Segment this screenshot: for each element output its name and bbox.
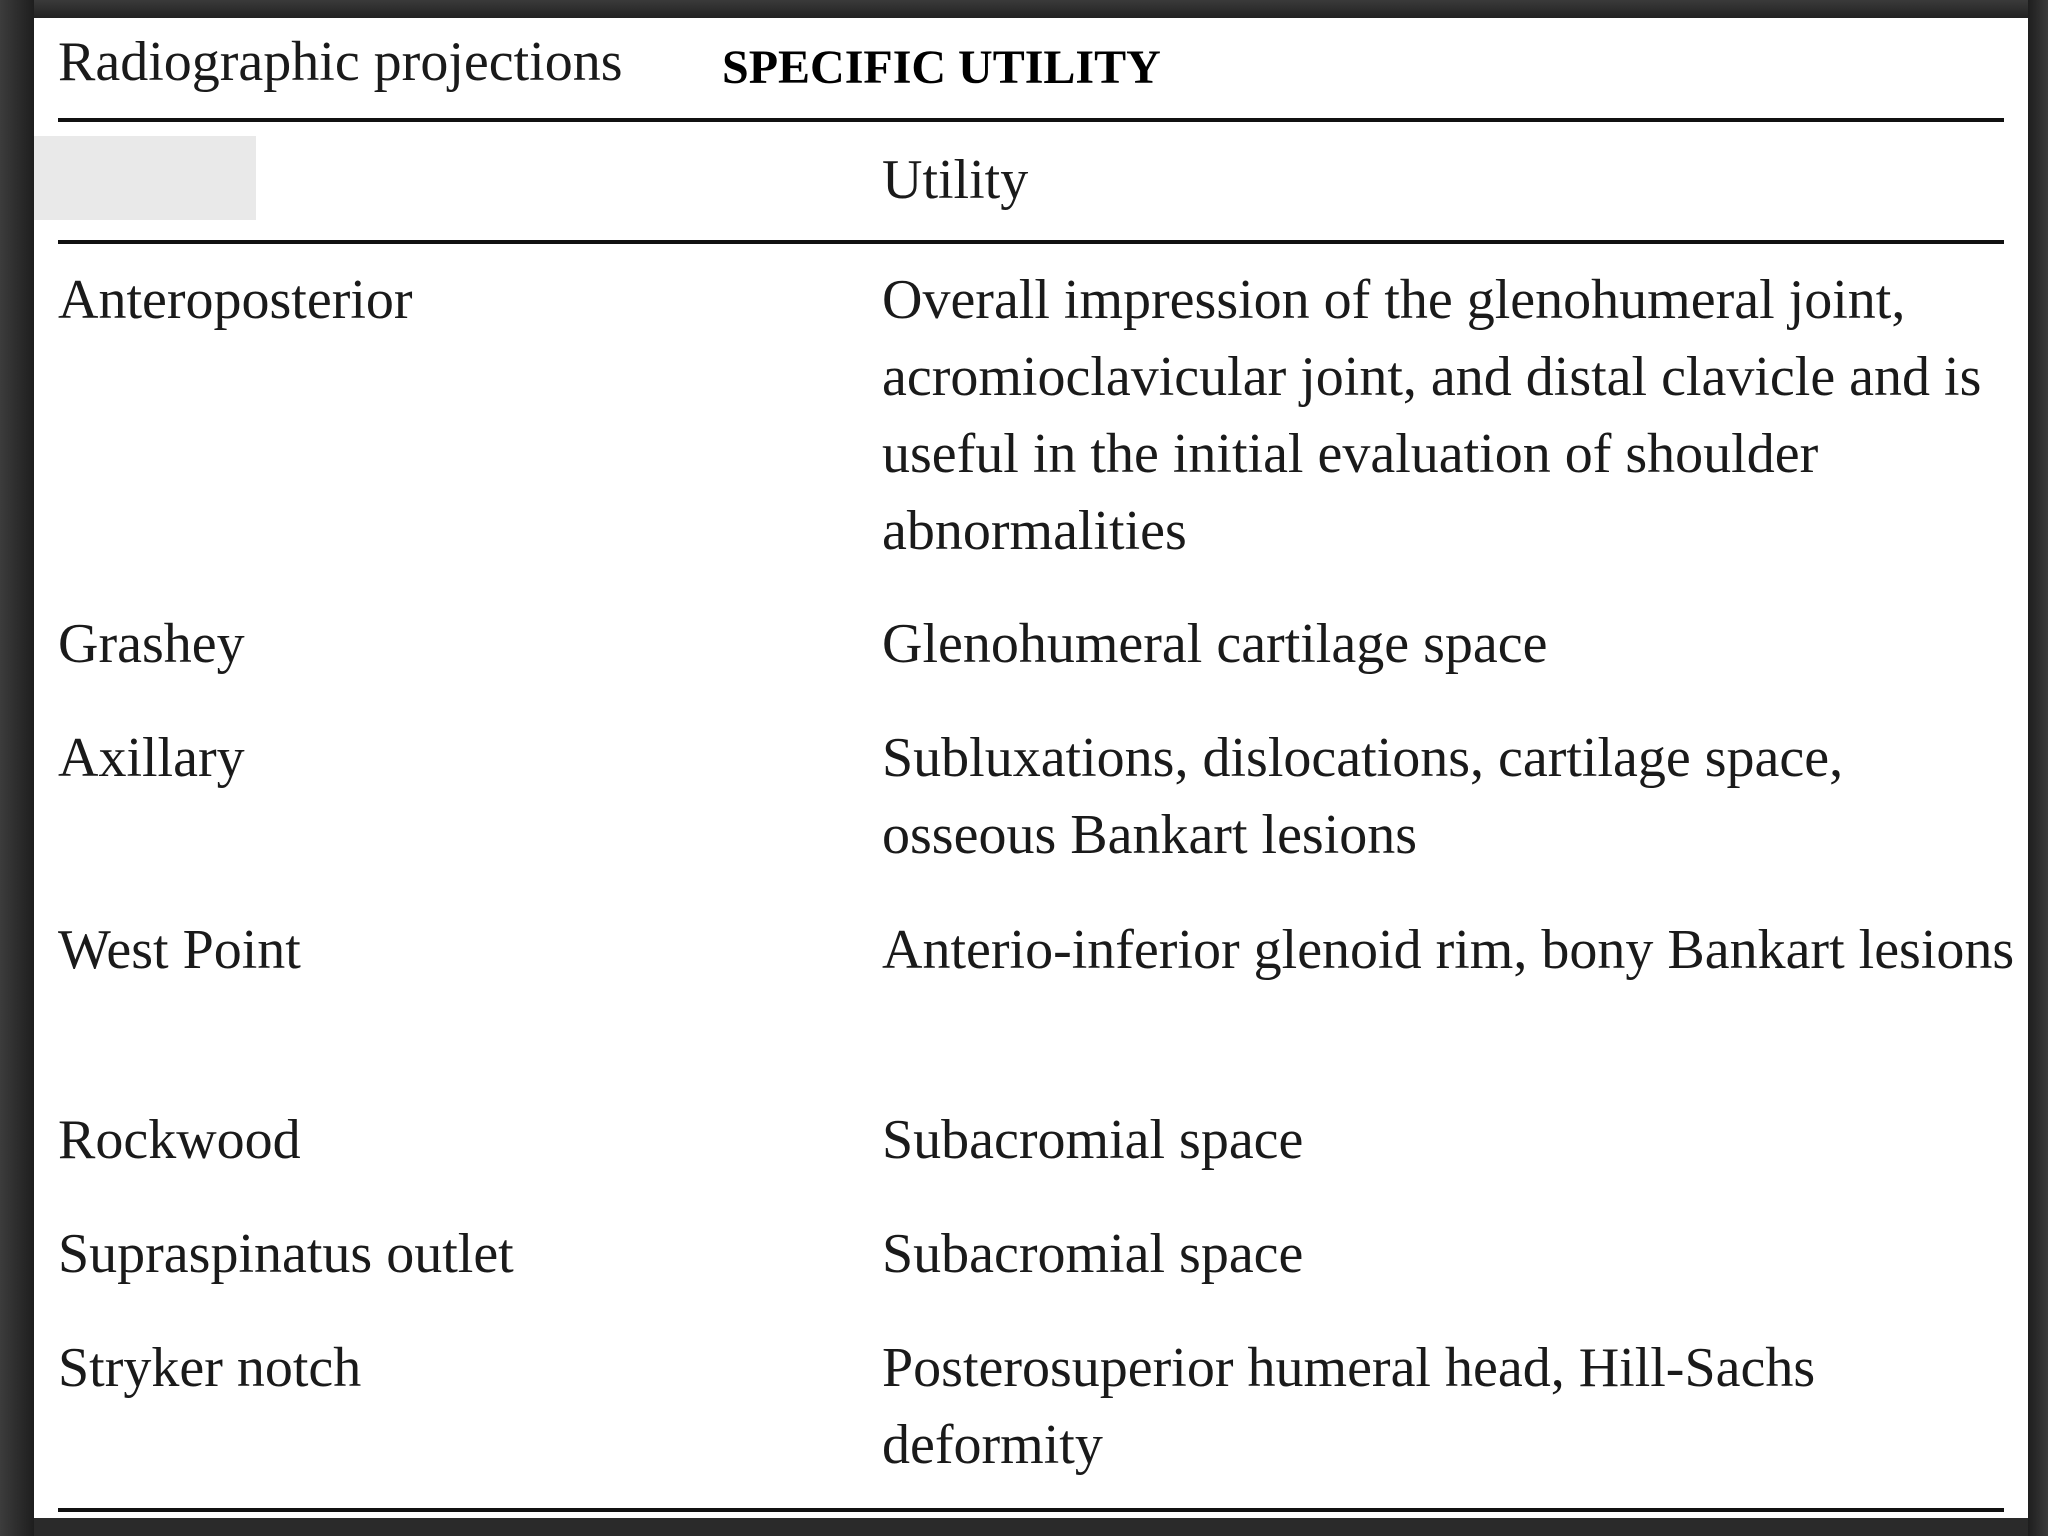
utility-cell: Anterio-inferior glenoid rim, bony Bankart lesions: [882, 919, 2015, 981]
projection-cell: Axillary: [58, 727, 245, 789]
utility-cell: Posterosuperior humeral head, Hill-Sachs deformity: [882, 1337, 1816, 1476]
projection-cell: Anteroposterior: [58, 269, 413, 331]
frame-right: [2028, 0, 2048, 1536]
utility-cell: Subacromial space: [882, 1109, 1304, 1171]
projection-cell: Supraspinatus outlet: [58, 1223, 514, 1285]
utility-cell: Subluxations, dislocations, cartilage space, osseous Bankart lesions: [882, 727, 1844, 866]
table-bottom-rule: [58, 1508, 2004, 1512]
redacted-header-cell: [34, 136, 256, 220]
frame-top: [0, 0, 2048, 18]
table-header-rule: [58, 240, 2004, 244]
frame-left: [0, 0, 34, 1536]
document-page: [34, 18, 2028, 1518]
table-top-rule: [58, 118, 2004, 122]
utility-cell: Glenohumeral cartilage space: [882, 613, 1548, 675]
projection-cell: Stryker notch: [58, 1337, 362, 1399]
utility-cell: Subacromial space: [882, 1223, 1304, 1285]
table-caption: Radiographic projections: [58, 31, 623, 93]
column-header-utility: Utility: [882, 149, 1029, 211]
projection-cell: West Point: [58, 919, 301, 981]
projection-cell: Grashey: [58, 613, 245, 675]
overlay-title: SPECIFIC UTILITY: [722, 41, 1161, 94]
projection-cell: Rockwood: [58, 1109, 301, 1171]
utility-cell: Overall impression of the glenohumeral joint, acromioclavicular joint, and distal clavicle and is useful in the initial evaluation of shoulder abnormalities: [882, 269, 1982, 562]
